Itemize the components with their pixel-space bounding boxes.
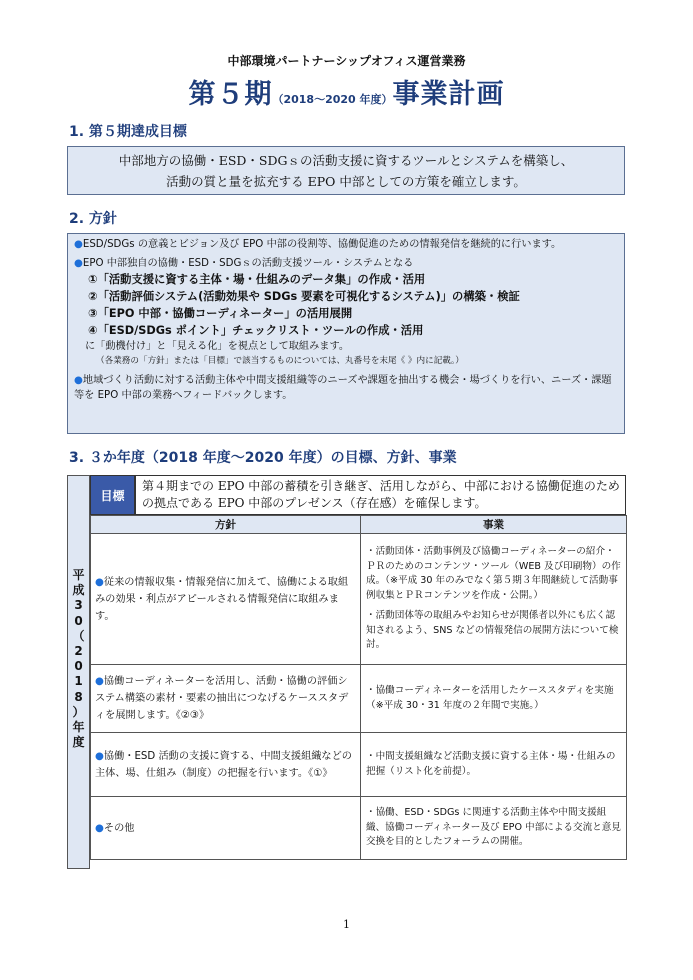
bullet-dot-icon: ● [95,576,104,588]
organization-name: 中部環境パートナーシップオフィス運営業務 [227,54,466,68]
project-item: ・協働コーディネーターを活用したケーススタディを実施（※平成 30・31 年度の２年間で実施。） [366,685,614,711]
section2-policy-box [67,233,625,434]
policy-item-1: ①「活動支援に資する主体・場・仕組みのデータ集」の作成・活用 [88,273,426,286]
year-label-char: ） [72,704,85,719]
goal-label: 目標 [90,475,135,515]
title-years: （2018～2020 年度） [272,93,393,106]
plan-table [90,515,627,860]
goal-text: 第４期までの EPO 中部の蓄積を引き継ぎ、活用しながら、中部における協働促進のための拠点である EPO 中部のプレゼンス（存在感）を確保します。 [135,475,626,515]
page-number: 1 [343,918,350,931]
column-header-project: 事業 [361,516,627,534]
section1-goal-box [67,146,625,195]
year-label-char: 0 [74,613,83,628]
bullet-dot-icon: ● [95,750,104,762]
policy-cell: ●協働コーディネーターを活用し、活動・協働の評価システム構築の素材・要素の抽出につなげるケーススタディを展開します。《②③》 [91,665,361,733]
table-row [91,665,627,733]
project-item: ・活動団体・活動事例及び協働コーディネーターの紹介・ＰＲのためのコンテンツ・ツール（WEB 及び印刷物）の作成。（※平成 30 年のみでなく第５期３年間継続して活動事例収集とＰＲコンテンツを作成・公開。） [366,546,621,601]
year-label-char: 1 [74,674,83,689]
project-cell [361,665,627,733]
policy-note: （各業務の「方針」または「目標」で該当するものについては、丸番号を末尾《 》内に記載。） [96,356,464,366]
section3-heading: 3. ３か年度（2018 年度～2020 年度）の目標、方針、事業 [69,450,457,466]
year-label-char: 0 [74,659,83,674]
table-row [91,534,627,665]
year-label-char: 平 [72,568,85,582]
title-period: 第５期 [188,79,273,110]
year-label-char: 3 [74,598,83,613]
policy-item-3: ③「EPO 中部・協働コーディネーター」の活用展開 [88,307,353,320]
policy-item-2: ②「活動評価システム(活動効果や SDGs 要素を可視化するシステム)」の構築・検証 [88,290,520,303]
policy-cell: ●従来の情報収集・情報発信に加えて、協働による取組みの効果・利点がアピールされる情報発信に取組みます。 [91,534,361,665]
project-cell [361,797,627,860]
bullet-dot-icon: ● [74,239,83,250]
year-side-label [67,475,90,869]
goal-line-1: 中部地方の協働・ESD・SDGｓの活動支援に資するツールとシステムを構築し、 [118,153,574,168]
year-label-char: 8 [74,689,83,704]
project-item: ・中間支援組織など活動支援に資する主体・場・仕組みの把握（リスト化を前提）。 [366,751,616,777]
year-label-char: 2 [74,644,83,659]
policy-after-items: に「動機付け」と「見える化」を視点として取組みます。 [85,341,350,352]
policy-cell: ●その他 [91,797,361,860]
year-label-char: （ [72,628,85,643]
section2-heading: 2. 方針 [69,211,117,227]
column-header-policy: 方針 [91,516,361,534]
bullet-dot-icon: ● [95,676,104,687]
table-row [91,797,627,860]
goal-line-2: 活動の質と量を拡充する EPO 中部としての方策を確立します。 [166,174,526,189]
policy-item-4: ④「ESD/SDGs ポイント」チェックリスト・ツールの作成・活用 [88,324,424,337]
policy-bullet-3: ●地域づくり活動に対する活動主体や中間支援組織等のニーズや課題を抽出する機会・場づくりを行い、ニーズ・課題等を EPO 中部の業務へフィードバックします。 [74,375,612,401]
year-label-text [68,568,89,750]
page-title [0,72,693,111]
policy-bullet-1: ●ESD/SDGs の意義とビジョン及び EPO 中部の役割等、協働促進のための情報発信を継続的に行います。 [74,239,562,250]
title-tail: 事業計画 [392,79,505,110]
bullet-dot-icon: ● [95,822,104,834]
year-label-char: 成 [72,583,85,598]
bullet-dot-icon: ● [74,258,83,269]
year-label-char: 年 [72,720,85,735]
project-cell [361,534,627,665]
project-item: ・協働、ESD・SDGs に関連する活動主体や中間支援組織、協働コーディネーター及び EPO 中部による交流と意見交換を目的としたフォーラムの開催。 [366,807,621,848]
project-item: ・活動団体等の取組みやお知らせが関係者以外にも広く認知されるよう、SNS などの情報発信の展開方法について検討。 [366,610,619,651]
policy-bullet-2: ●EPO 中部独自の協働・ESD・SDGｓの活動支援ツール・システムとなる [74,258,414,269]
bullet-dot-icon: ● [74,375,83,386]
table-header-row [91,516,627,534]
project-cell [361,733,627,797]
table-row [91,733,627,797]
year-label-char: 度 [72,735,85,750]
policy-cell: ●協働・ESD 活動の支援に資する、中間支援組織などの主体、場、仕組み（制度）の把握を行います。《①》 [91,733,361,797]
section1-heading: 1. 第５期達成目標 [69,124,187,140]
